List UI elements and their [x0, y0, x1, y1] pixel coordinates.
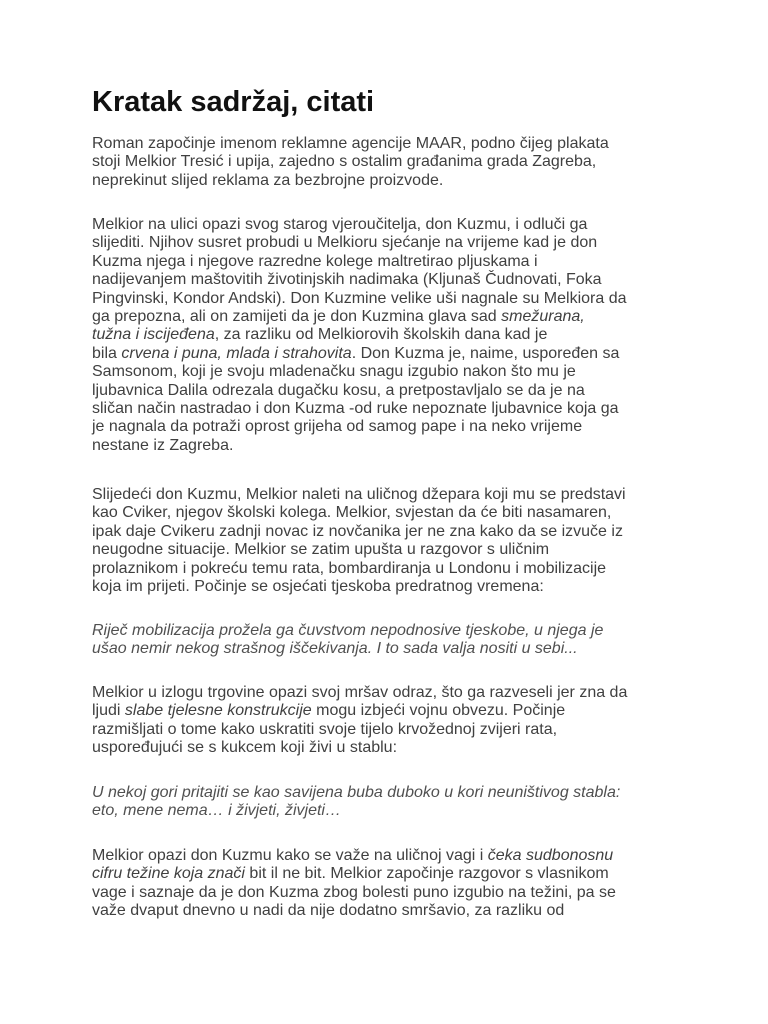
- paragraph: [92, 486, 688, 596]
- italic-text: tužna i iscijeđena: [92, 326, 215, 344]
- text-run: slijediti. Njihov susret probudi u Melkioru sjećanje na vrijeme kad je don: [92, 234, 598, 252]
- text-line: [92, 400, 688, 418]
- italic-text: crvena i puna, mlada i strahovita: [121, 344, 352, 362]
- text-line: [92, 418, 688, 436]
- text-line: [92, 363, 688, 381]
- text-run: Slijedeći don Kuzmu, Melkior naleti na uličnog džepara koji mu se predstavi: [92, 486, 626, 503]
- text-run: eto, mene nema… i živjeti, živjeti…: [92, 802, 341, 820]
- text-line: [92, 253, 688, 271]
- text-line: [92, 172, 688, 190]
- text-run: bit il ne bit. Melkior započinje razgovor s vlasnikom: [244, 865, 609, 883]
- text-run: U nekoj gori pritajiti se kao savijena buba duboko u kori neuništivog stabla:: [92, 784, 621, 801]
- paragraph: [92, 135, 688, 190]
- text-line: [92, 308, 688, 326]
- text-line: [92, 486, 688, 504]
- text-run: ljudi: [92, 702, 125, 720]
- text-line: [92, 153, 688, 171]
- document-title: Kratak sadržaj, citati: [92, 86, 375, 118]
- text-run: Melkior na ulici opazi svog starog vjeroučitelja, don Kuzmu, i odluči ga: [92, 216, 588, 233]
- text-line: [92, 684, 688, 702]
- text-run: bila: [92, 344, 122, 362]
- text-line: [92, 541, 688, 559]
- text-line: [92, 234, 688, 252]
- text-line: [92, 902, 688, 920]
- text-run: Melkior opazi don Kuzmu kako se važe na uličnoj vagi i: [92, 847, 488, 864]
- text-run: uspoređujući se s kukcem koji živi u stablu:: [92, 739, 398, 757]
- text-run: Kuzma njega i njegove razredne kolege maltretirao pljuskama i: [92, 252, 538, 270]
- text-run: je nagnala da potraži oprost grijeha od samog pape i na neko vrijeme: [92, 418, 583, 436]
- italic-text: slabe tjelesne konstrukcije: [124, 702, 312, 720]
- text-run: nestane iz Zagreba.: [92, 436, 234, 454]
- text-line: [92, 578, 688, 596]
- text-run: kao Cviker, njegov školski kolega. Melkior, svjestan da će biti nasamaren,: [92, 504, 612, 522]
- text-run: Pingvinski, Kondor Andski). Don Kuzmine velike uši nagnale su Melkiora da: [92, 289, 627, 307]
- text-run: Samsonom, koji je svoju mladenačku snagu izgubio nakon što mu je: [92, 363, 576, 381]
- text-line: [92, 345, 688, 363]
- text-line: [92, 560, 688, 578]
- text-line: [92, 523, 688, 541]
- text-line: [92, 884, 688, 902]
- text-run: koja im prijeti. Počinje se osjećati tjeskoba predratnog vremena:: [92, 578, 544, 596]
- text-run: Roman započinje imenom reklamne agencije MAAR, podno čijeg plakata: [92, 135, 609, 152]
- text-run: važe dvaput dnevno u nadi da nije dodatno smršavio, za razliku od: [92, 902, 565, 920]
- text-run: razmišljati o tome kako uskratiti svoje tijelo krvožednoj zvijeri rata,: [92, 720, 558, 738]
- block-quote: [92, 622, 688, 659]
- text-run: Riječ mobilizacija prožela ga čuvstvom nepodnosive tjeskobe, u njega je: [92, 622, 604, 639]
- text-line: [92, 802, 688, 820]
- italic-text: čeka sudbonosnu: [487, 847, 614, 864]
- text-line: [92, 640, 688, 658]
- text-run: ušao nemir nekog strašnog iščekivanja. I to sada valja nositi u sebi...: [92, 640, 578, 658]
- paragraph: [92, 847, 688, 921]
- paragraph: [92, 216, 688, 455]
- text-run: ga prepozna, ali on zamijeti da je don Kuzmina glava sad: [92, 308, 502, 326]
- text-line: [92, 135, 688, 153]
- text-line: [92, 622, 688, 640]
- text-line: [92, 271, 688, 289]
- text-line: [92, 784, 688, 802]
- text-run: prolaznikom i pokreću temu rata, bombardiranja u Londonu i mobilizacije: [92, 559, 607, 577]
- text-line: [92, 739, 688, 757]
- text-run: . Don Kuzma je, naime, uspoređen sa: [351, 344, 620, 362]
- text-line: [92, 290, 688, 308]
- paragraph: [92, 684, 688, 758]
- block-quote: [92, 784, 688, 821]
- text-line: [92, 216, 688, 234]
- text-run: stoji Melkior Tresić i upija, zajedno s ostalim građanima grada Zagreba,: [92, 153, 597, 171]
- text-line: [92, 382, 688, 400]
- text-run: Melkior u izlogu trgovine opazi svoj mršav odraz, što ga razveseli jer zna da: [92, 684, 628, 701]
- text-run: neprekinut slijed reklama za bezbrojne proizvode.: [92, 171, 444, 189]
- text-line: [92, 326, 688, 344]
- text-line: [92, 865, 688, 883]
- text-line: [92, 437, 688, 455]
- text-run: neugodne situacije. Melkior se zatim upušta u razgovor s uličnim: [92, 541, 550, 559]
- italic-text: smežurana,: [501, 308, 585, 326]
- text-line: [92, 702, 688, 720]
- italic-text: cifru težine koja znači: [92, 865, 245, 883]
- text-run: sličan način nastradao i don Kuzma -od ruke nepoznate ljubavnice koja ga: [92, 400, 619, 418]
- text-line: [92, 504, 688, 522]
- text-run: , za razliku od Melkiorovih školskih dana kad je: [214, 326, 548, 344]
- text-line: [92, 721, 688, 739]
- text-run: vage i saznaje da je don Kuzma zbog bolesti puno izgubio na težini, pa se: [92, 883, 616, 901]
- text-run: ljubavnica Dalila odrezala dugačku kosu, a pretpostavljalo se da je na: [92, 381, 585, 399]
- text-line: [92, 847, 688, 865]
- text-run: ipak daje Cvikeru zadnji novac iz novčanika jer ne zna kako da se izvuče iz: [92, 522, 623, 540]
- text-run: mogu izbjeći vojnu obvezu. Počinje: [311, 702, 566, 720]
- text-run: nadijevanjem maštovitih životinjskih nadimaka (Kljunaš Čudnovati, Foka: [92, 271, 602, 289]
